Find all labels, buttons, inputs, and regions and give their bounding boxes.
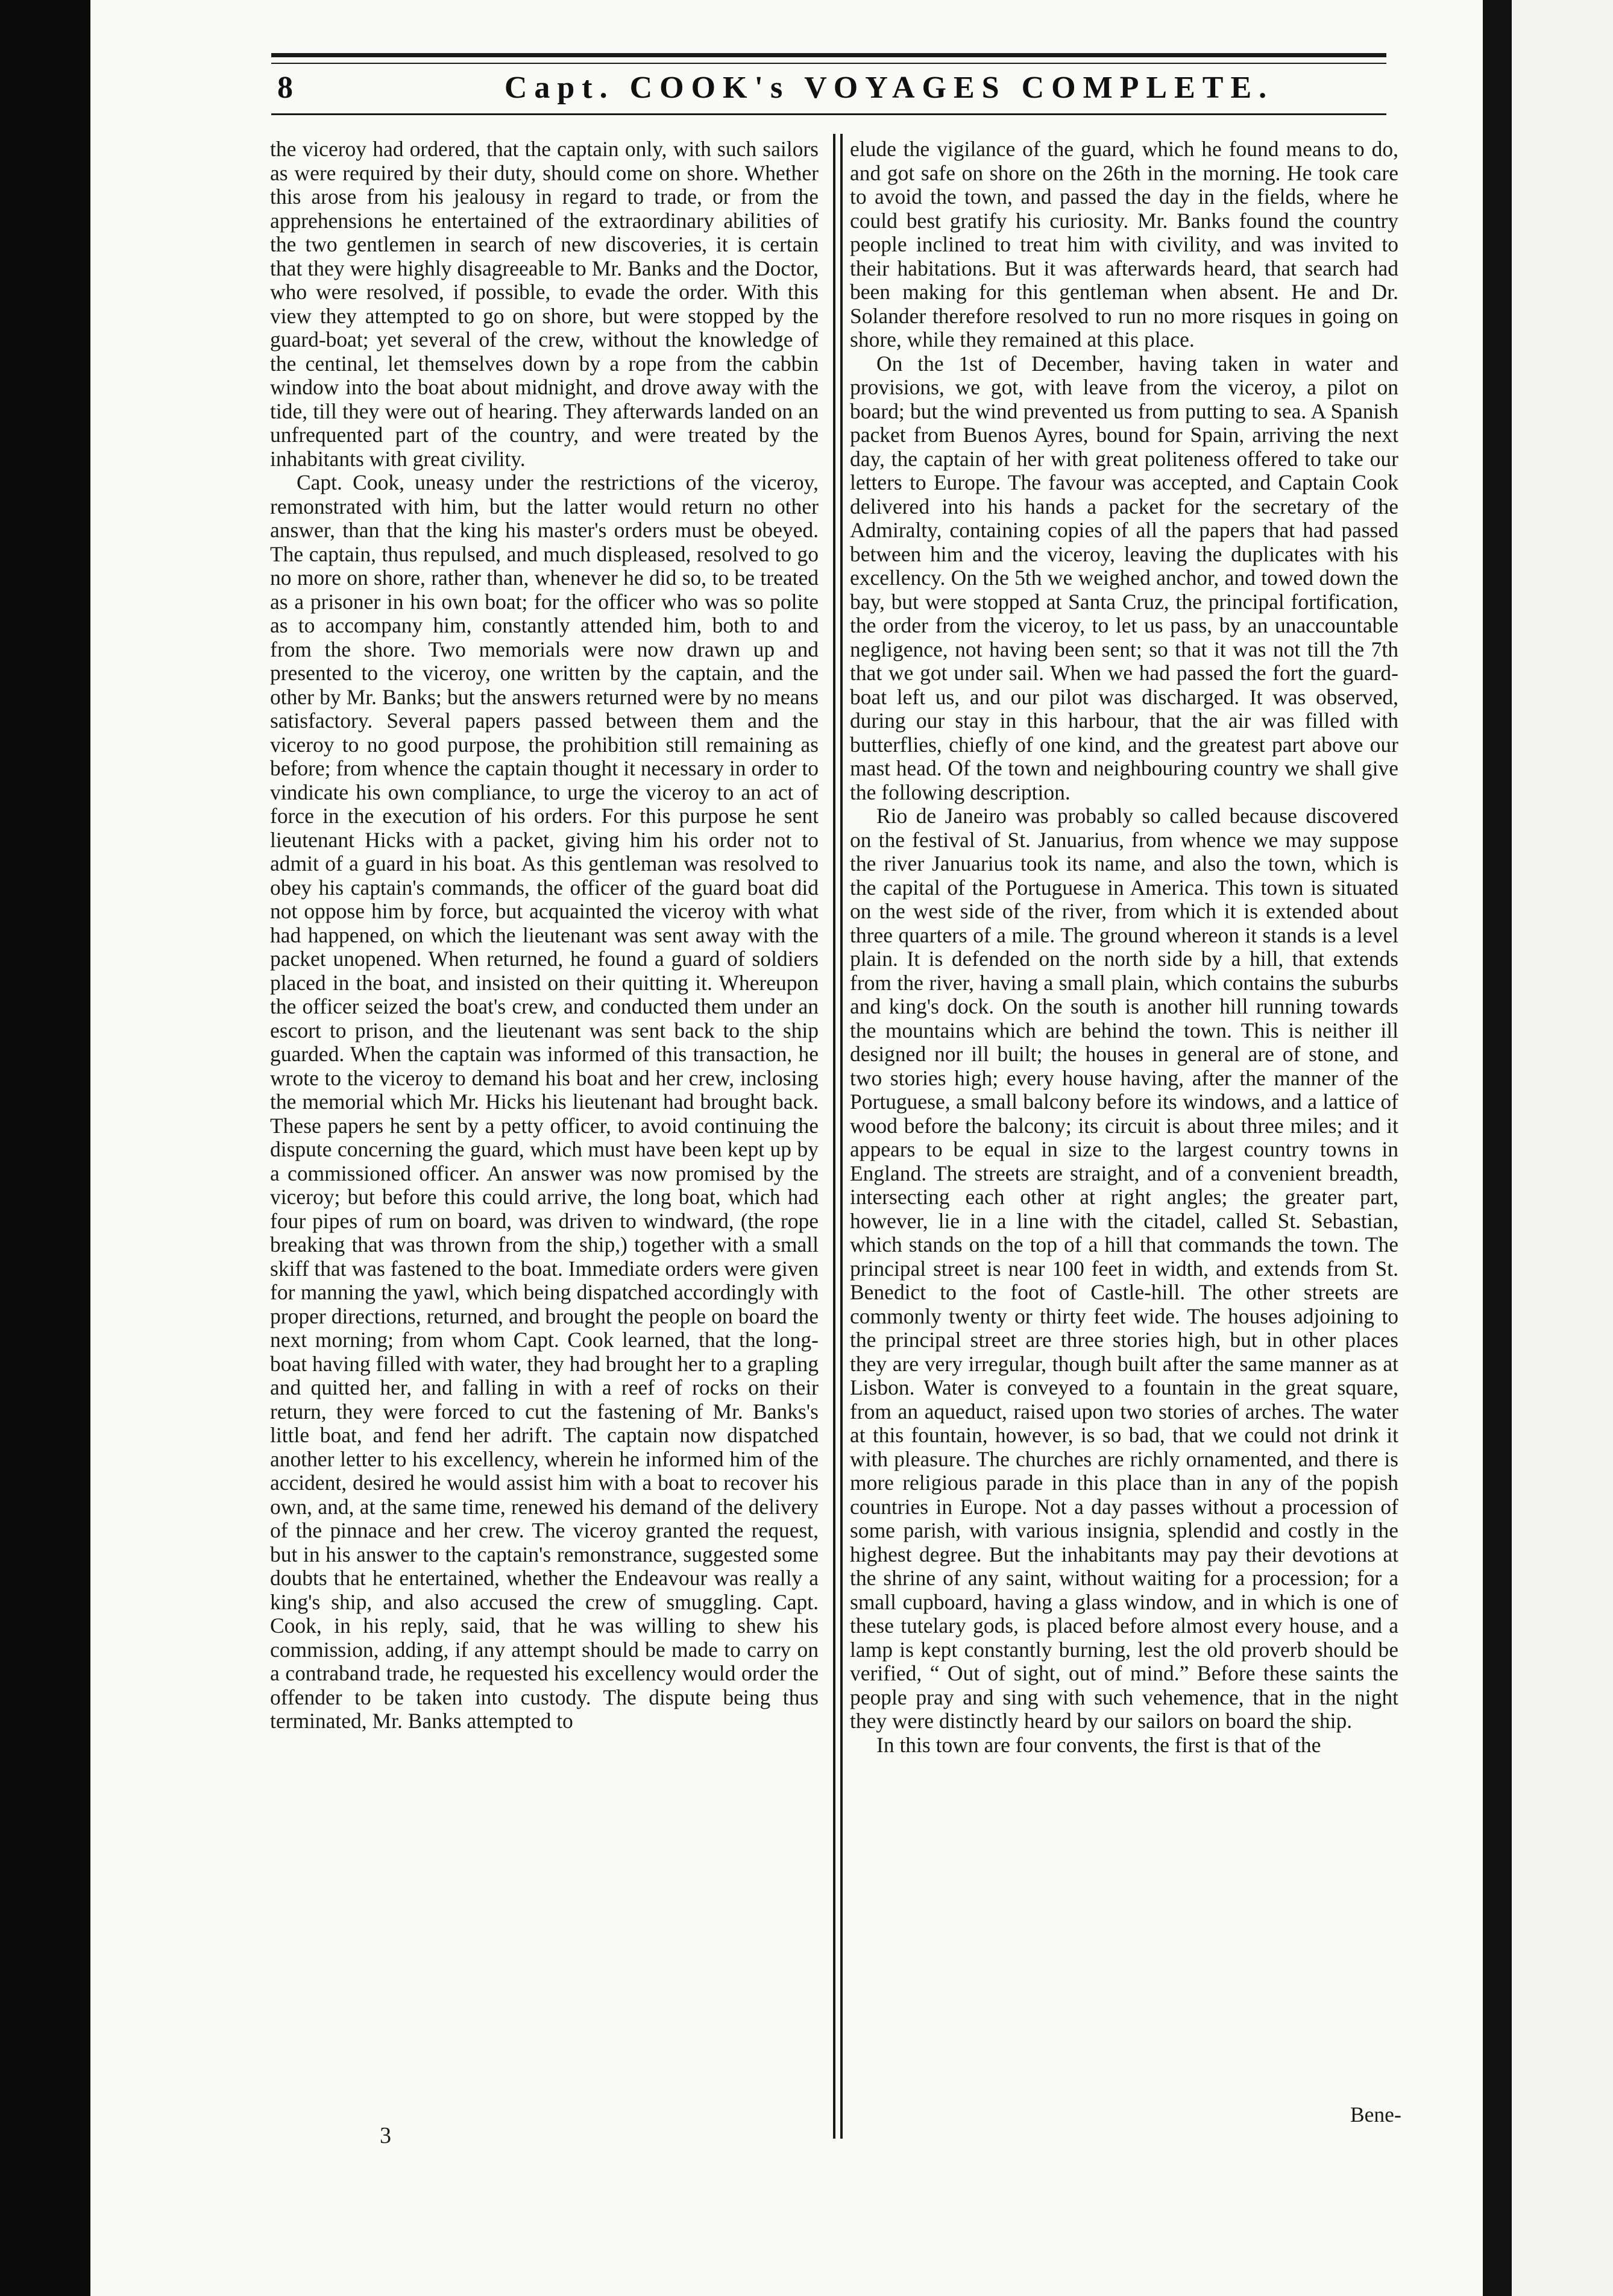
page-number: 8 [277,71,293,105]
column-divider [840,134,843,2139]
paragraph: Rio de Janeiro was probably so called because discovered on the festival of St. Januarius, from whence we may suppose the river Januarius took its name, and also the town, which is the capital of the Portuguese in America. This town is situated on the west side of the river, from which it is extended about three quarters of a mile. The ground whereon it stands is a level plain. It is defended on the north side by a hill, that extends from the river, having a small plain, which contains the suburbs and king's dock. On the south is another hill running towards the mountains which are behind the town. This is neither ill designed nor ill built; the houses in general are of stone, and two stories high; every house having, after the manner of the Portuguese, a small balcony before its windows, and a lattice of wood before the balcony; its circuit is about three miles; and it appears to be equal in size to the largest country towns in England. The streets are straight, and of a convenient breadth, intersecting each other at right angles; the greater part, however, lie in a line with the citadel, called St. Sebastian, which stands on the top of a hill that commands the town. The principal street is near 100 feet in width, and extends from St. Benedict to the foot of Castle-hill. The other streets are commonly twenty or thirty feet wide. The houses adjoining to the principal street are three stories high, but in other places they are very irregular, though built after the same manner as at Lisbon. Water is conveyed to a fountain in the great square, from an aqueduct, raised upon two stories of arches. The water at this fountain, however, is so bad, that we could not drink it with pleasure. The churches are richly ornamented, and there is more religious parade in this place than in any of the popish countries in Europe. Not a day passes without a procession of some parish, with various insignia, splendid and costly in the highest degree. But the inhabitants may pay their devotions at the shrine of any saint, without waiting for a procession; for a small cupboard, having a glass window, and in which is one of these tutelary gods, is placed before almost every house, and a lamp is kept constantly burning, lest the old proverb should be verified, “ Out of sight, out of mind.” Before these saints the people pray and sing with such vehemence, that in the night they were distinctly heard by our sailors on board the ship. [850,804,1398,1733]
paragraph: In this town are four convents, the first is that of the [876,1732,1321,1757]
header-rule-thick [271,53,1386,57]
header-rule-thin [271,63,1386,64]
header-rule-bottom [271,113,1386,115]
left-column [270,137,819,2127]
paragraph: Capt. Cook, uneasy under the restrictions of the viceroy, remonstrated with him, but the latter would return no other answer, than that the king his master's orders must be obeyed. The captain, thus repulsed, and much displeased, resolved to go no more on shore, rather than, whenever he did so, to be treated as a prisoner in his own boat; for the officer who was so polite as to accompany him, constantly attended him, both to and from the shore. Two memorials were now drawn up and presented to the viceroy, one written by the captain, and the other by Mr. Banks; but the answers returned were by no means satisfactory. Several papers passed between them and the viceroy to no good purpose, the prohibition still remaining as before; from whence the captain thought it necessary in order to vindicate his own compliance, to urge the viceroy to an act of force in the execution of his orders. For this purpose he sent lieutenant Hicks with a packet, giving him his order not to admit of a guard in his boat. As this gentleman was resolved to obey his captain's commands, the officer of the guard boat did not oppose him by force, but acquainted the viceroy with what had happened, on which the lieutenant was sent away with the packet unopened. When returned, he found a guard of soldiers placed in the boat, and insisted on their quitting it. Whereupon the officer seized the boat's crew, and conducted them under an escort to prison, and the lieutenant was sent back to the ship guarded. When the captain was informed of this transaction, he wrote to the viceroy to demand his boat and her crew, inclosing the memorial which Mr. Hicks his lieutenant had brought back. These papers he sent by a petty officer, to avoid continuing the dispute concerning the guard, which must have been kept up by a commissioned officer. An answer was now promised by the viceroy; but before this could arrive, the long boat, which had four pipes of rum on board, was driven to windward, (the rope breaking that was thrown from the ship,) together with a small skiff that was fastened to the boat. Immediate orders were given for manning the yawl, which being dispatched accordingly with proper directions, returned, and brought the people on board the next morning; from whom Capt. Cook learned, that the long-boat having filled with water, they had brought her to a grapling and quitted her, and falling in with a reef of rocks on their return, they were forced to cut the fastening of Mr. Banks's little boat, and fend her adrift. The captain now dispatched another letter to his excellency, wherein he informed him of the accident, desired he would assist him with a boat to recover his own, and, at the same time, renewed his demand of the delivery of the pinnace and her crew. The viceroy granted the request, but in his answer to the captain's remonstrance, suggested some doubts that he entertained, whether the Endeavour was really a king's ship, and also accused the crew of smuggling. Capt. Cook, in his reply, said, that he was willing to shew his commission, adding, if any attempt should be made to carry on a contraband trade, he requested his excellency would order the offender to be taken into custody. The dispute being thus terminated, Mr. Banks attempted to [270,470,819,1733]
facing-page-edge [1512,0,1613,2296]
running-title: Capt. COOK's VOYAGES COMPLETE. [504,71,1274,105]
paragraph: On the 1st of December, having taken in water and provisions, we got, with leave from the viceroy, a pilot on board; but the wind prevented us from putting to sea. A Spanish packet from Buenos Ayres, bound for Spain, arriving the next day, the captain of her with great politeness offered to take our letters to Europe. The favour was accepted, and Captain Cook delivered into his hands a packet for the secretary of the Admiralty, containing copies of all the papers that had passed between him and the viceroy, leaving the duplicates with his excellency. On the 5th we weighed anchor, and towed down the bay, but were stopped at Santa Cruz, the principal fortification, the order from the viceroy, to let us pass, by an unaccountable negligence, not having been sent; so that it was not till the 7th that we got under sail. When we had passed the fort the guard-boat left us, and our pilot was discharged. It was observed, during our stay in this harbour, that the air was filled with butterflies, chiefly of one kind, and the greatest part above our mast head. Of the town and neighbouring country we shall give the following description. [850,351,1398,804]
paragraph: the viceroy had ordered, that the captain only, with such sailors as were required by their duty, should come on shore. Whether this arose from his jealousy in regard to trade, or from the apprehensions he entertained of the extraordinary abilities of the two gentlemen in search of new discoveries, it is certain that they were highly disagreeable to Mr. Banks and the Doctor, who were resolved, if possible, to evade the order. With this view they attempted to go on shore, but were stopped by the guard-boat; yet several of the crew, without the knowledge of the centinal, let themselves down by a rope from the cabbin window into the boat about midnight, and drove away with the tide, till they were out of hearing. They afterwards landed on an unfrequented part of the country, and were treated by the inhabitants with great civility. [270,137,819,471]
catchword: Bene- [1350,2102,1401,2127]
right-column [850,137,1398,2127]
running-header [271,68,1386,111]
signature-mark: 3 [380,2123,391,2148]
paragraph: elude the vigilance of the guard, which he found means to do, and got safe on shore on the 26th in the morning. He took care to avoid the town, and passed the day in the fields, where he could best gratify his curiosity. Mr. Banks found the country people inclined to treat him with civility, and was invited to their habitations. But it was afterwards heard, that search had been making for this gentleman when absent. He and Dr. Solander therefore resolved to run no more risques in going on shore, while they remained at this place. [850,137,1398,352]
book-gutter [1483,0,1512,2296]
column-divider [833,134,835,2139]
